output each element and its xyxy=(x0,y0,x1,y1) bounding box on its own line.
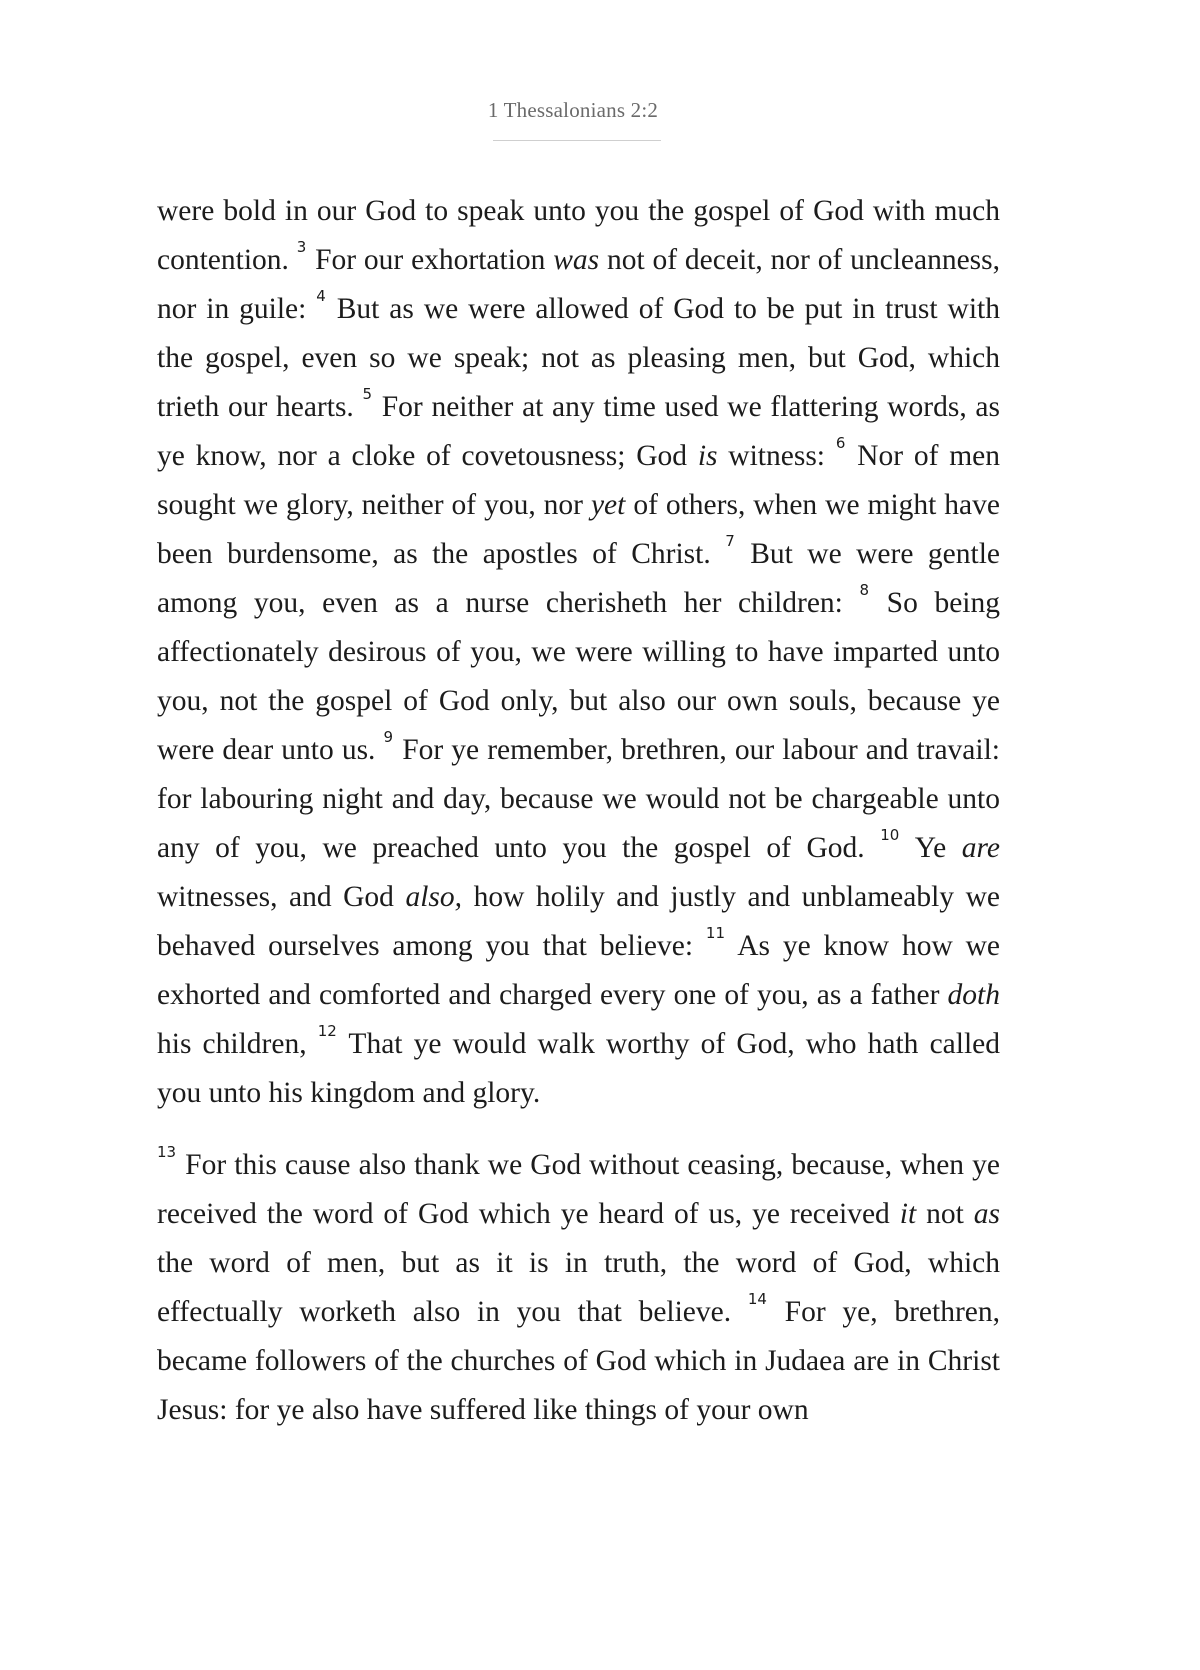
verse-text: how holily and justly and unblameably we behaved ourselves among you that believe: xyxy=(157,881,1000,962)
verse-text: So being affectionately desirous of you, we were willing to have imparted unto you, not the gospel of God only, but also our own souls, because ye were dear unto us. xyxy=(157,587,1000,766)
verse-number: 8 xyxy=(859,581,870,599)
verse-text: For neither at any time used we flattering words, as ye know, nor a cloke of covetousness; God xyxy=(157,391,1000,472)
verse-text: Nor of men sought we glory, neither of you, nor xyxy=(157,440,1001,521)
scripture-text xyxy=(157,187,1000,1435)
header-divider xyxy=(493,140,661,141)
verse-number: 5 xyxy=(362,385,373,403)
verse-text: As ye know how we exhorted and comforted and charged every one of you, as a father xyxy=(157,930,1000,1011)
verse-text: That ye would walk worthy of God, who hath called you unto his kingdom and glory. xyxy=(157,1028,1000,1109)
italic-text: it xyxy=(899,1198,917,1230)
verse-number: 14 xyxy=(747,1290,767,1308)
italic-text: as xyxy=(973,1198,1000,1230)
verse-number: 12 xyxy=(317,1022,337,1040)
verse-number: 11 xyxy=(705,924,726,942)
verse-number: 13 xyxy=(157,1143,177,1161)
verse-text: For ye, brethren, became followers of the churches of God which in Judaea are in Christ Jesus: for ye also have suffered like things of your own xyxy=(157,1296,1000,1426)
verse-text: For ye remember, brethren, our labour and travail: for labouring night and day, because we would not be chargeable unto any of you, we preached unto you the gospel of God. xyxy=(157,734,1000,864)
italic-text: is xyxy=(697,440,718,472)
verse-number: 3 xyxy=(296,238,307,256)
italic-text: are xyxy=(961,832,1000,864)
verse-text: For our exhortation xyxy=(307,244,554,276)
verse-text: the word of men, but as it is in truth, the word of God, which effectually worketh also in you that believe. xyxy=(157,1247,1000,1328)
verse-text: witnesses, and God xyxy=(157,881,406,913)
verse-text: But as we were allowed of God to be put in trust with the gospel, even so we speak; not as pleasing men, but God, which trieth our hearts. xyxy=(157,293,1000,423)
verse-text: his children, xyxy=(157,1028,318,1060)
italic-text: doth xyxy=(947,979,1000,1011)
italic-text: was xyxy=(553,244,600,276)
italic-text: yet xyxy=(590,489,626,521)
verse-text: not xyxy=(916,1198,974,1230)
verse-number: 9 xyxy=(383,728,394,746)
verse-text: witness: xyxy=(717,440,836,472)
paragraph xyxy=(157,1141,1000,1435)
paragraph xyxy=(157,187,1000,1118)
italic-text: also, xyxy=(405,881,463,913)
verse-number: 6 xyxy=(835,434,846,452)
verse-text: For this cause also thank we God without ceasing, because, when ye received the word of God which ye heard of us, ye received xyxy=(157,1149,1000,1230)
verse-text: Ye xyxy=(900,832,962,864)
running-head: 1 Thessalonians 2:2 xyxy=(487,98,659,122)
verse-text: But we were gentle among you, even as a nurse cherisheth her children: xyxy=(157,538,1000,619)
verse-number: 4 xyxy=(316,287,326,305)
verse-text: not of deceit, nor of uncleanness, nor in guile: xyxy=(157,244,1001,325)
verse-number: 7 xyxy=(725,532,735,550)
verse-text: were bold in our God to speak unto you the gospel of God with much contention. xyxy=(157,195,1000,276)
verse-text: of others, when we might have been burdensome, as the apostles of Christ. xyxy=(157,489,1000,570)
verse-number: 10 xyxy=(880,826,900,844)
